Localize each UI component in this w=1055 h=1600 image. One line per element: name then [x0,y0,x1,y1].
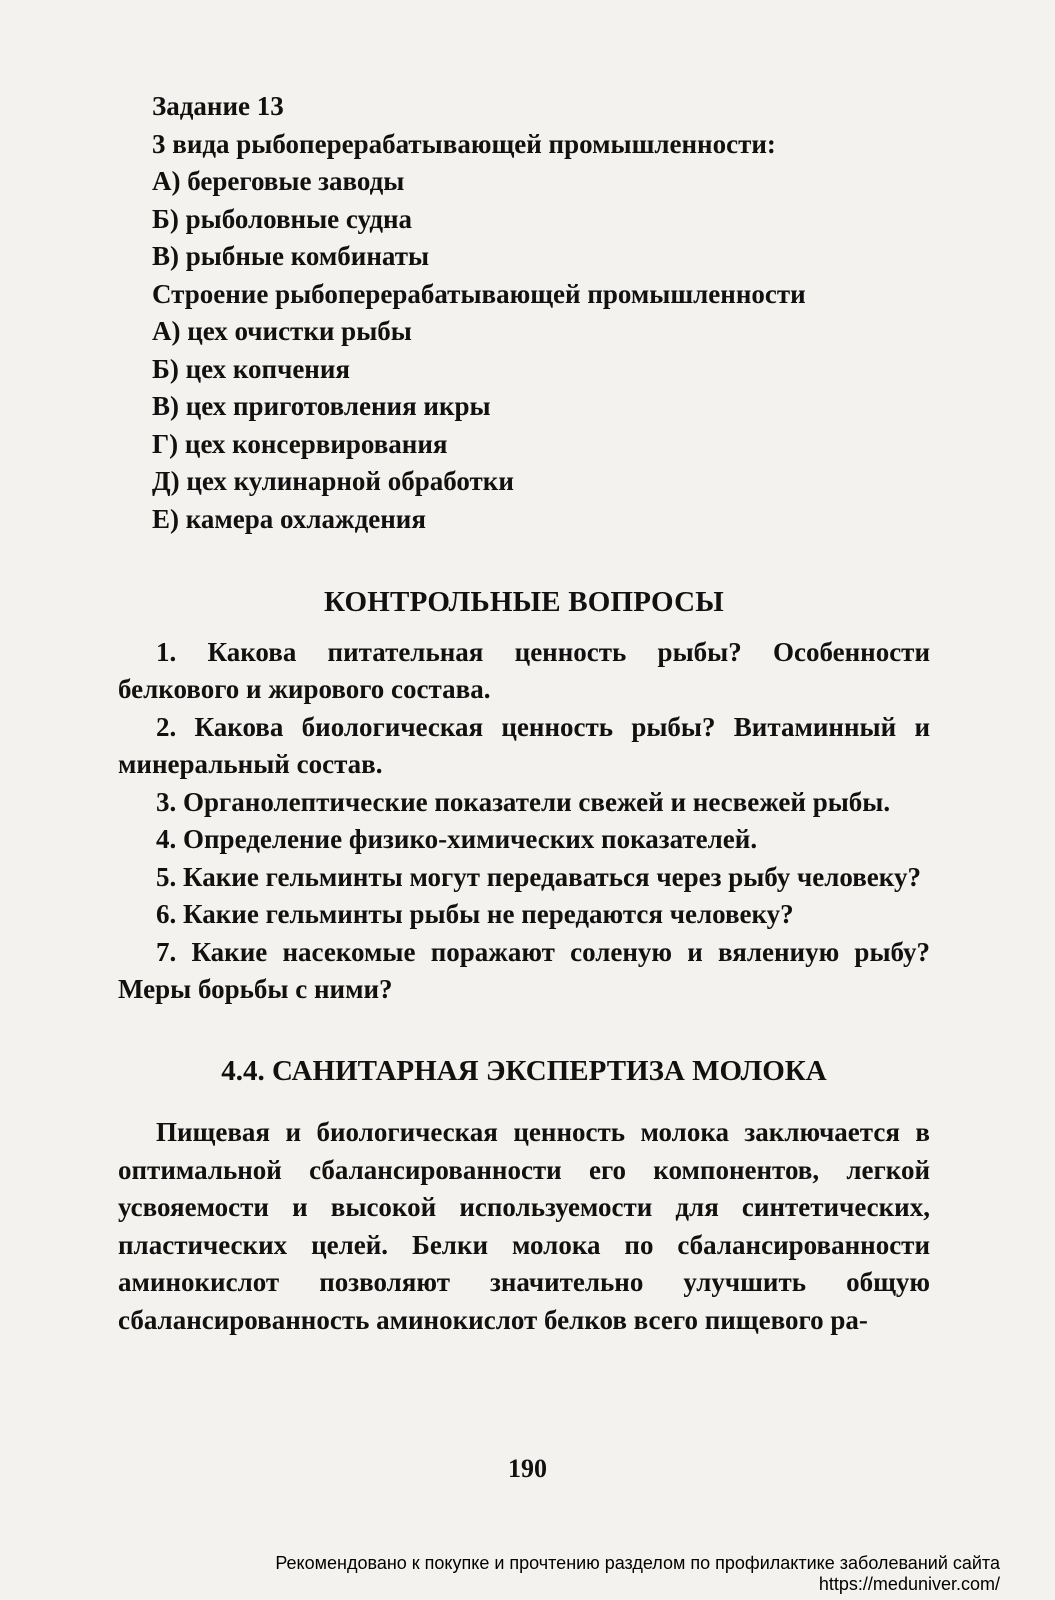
question-item: 2. Какова биологическая ценность рыбы? Витаминный и минеральный состав. [118,711,930,779]
list-item: В) цех приготовления икры [152,391,491,421]
list-item: Б) рыболовные судна [152,203,413,234]
control-questions-heading: КОНТРОЛЬНЫЕ ВОПРОСЫ [324,586,724,618]
section-paragraph: Пищевая и биологическая ценность молока заключается в оптимальной сбалансированности его компонентов, легкой усвояемости и высокой используемости для синтетических, пластических целей. Белки молока по сбалансированности аминокислот позволяют значительно улучшить общую сбалансированность аминокислот белков всего пищевого ра- [118,1117,930,1335]
question-item: 7. Какие насекомые поражают соленую и вялениую рыбу? Меры борьбы с ними? [118,936,930,1004]
question-item: 5. Какие гельминты могут передаваться через рыбу человеку? [156,861,921,892]
footer-note: Рекомендовано к покупке и прочтению разделом по профилактике заболеваний сайта https://meduniver.com/ [275,1553,1000,1594]
list-item: А) цех очистки рыбы [152,316,412,346]
page-number: 190 [508,1454,547,1483]
page-content [118,88,930,1339]
question-item: 3. Органолептические показатели свежей и несвежей рыбы. [156,786,891,817]
question-item: 4. Определение физико-химических показателей. [156,824,758,854]
list-item: Г) цех консервирования [152,428,448,459]
section-heading: 4.4. САНИТАРНАЯ ЭКСПЕРТИЗА МОЛОКА [221,1054,827,1087]
structure-heading: Строение рыбоперерабатывающей промышленности [152,278,806,309]
types-heading: 3 вида рыбоперерабатывающей промышленности: [152,128,776,159]
question-item: 6. Какие гельминты рыбы не передаются человеку? [156,899,794,929]
question-item: 1. Какова питательная ценность рыбы? Особенности белкового и жирового состава. [118,636,930,704]
list-item: В) рыбные комбинаты [152,241,430,271]
list-item: Б) цех копчения [152,353,351,384]
list-item: А) береговые заводы [152,166,405,196]
task-title: Задание 13 [152,91,284,121]
list-item: Е) камера охлаждения [152,503,426,534]
list-item: Д) цех кулинарной обработки [152,466,514,496]
